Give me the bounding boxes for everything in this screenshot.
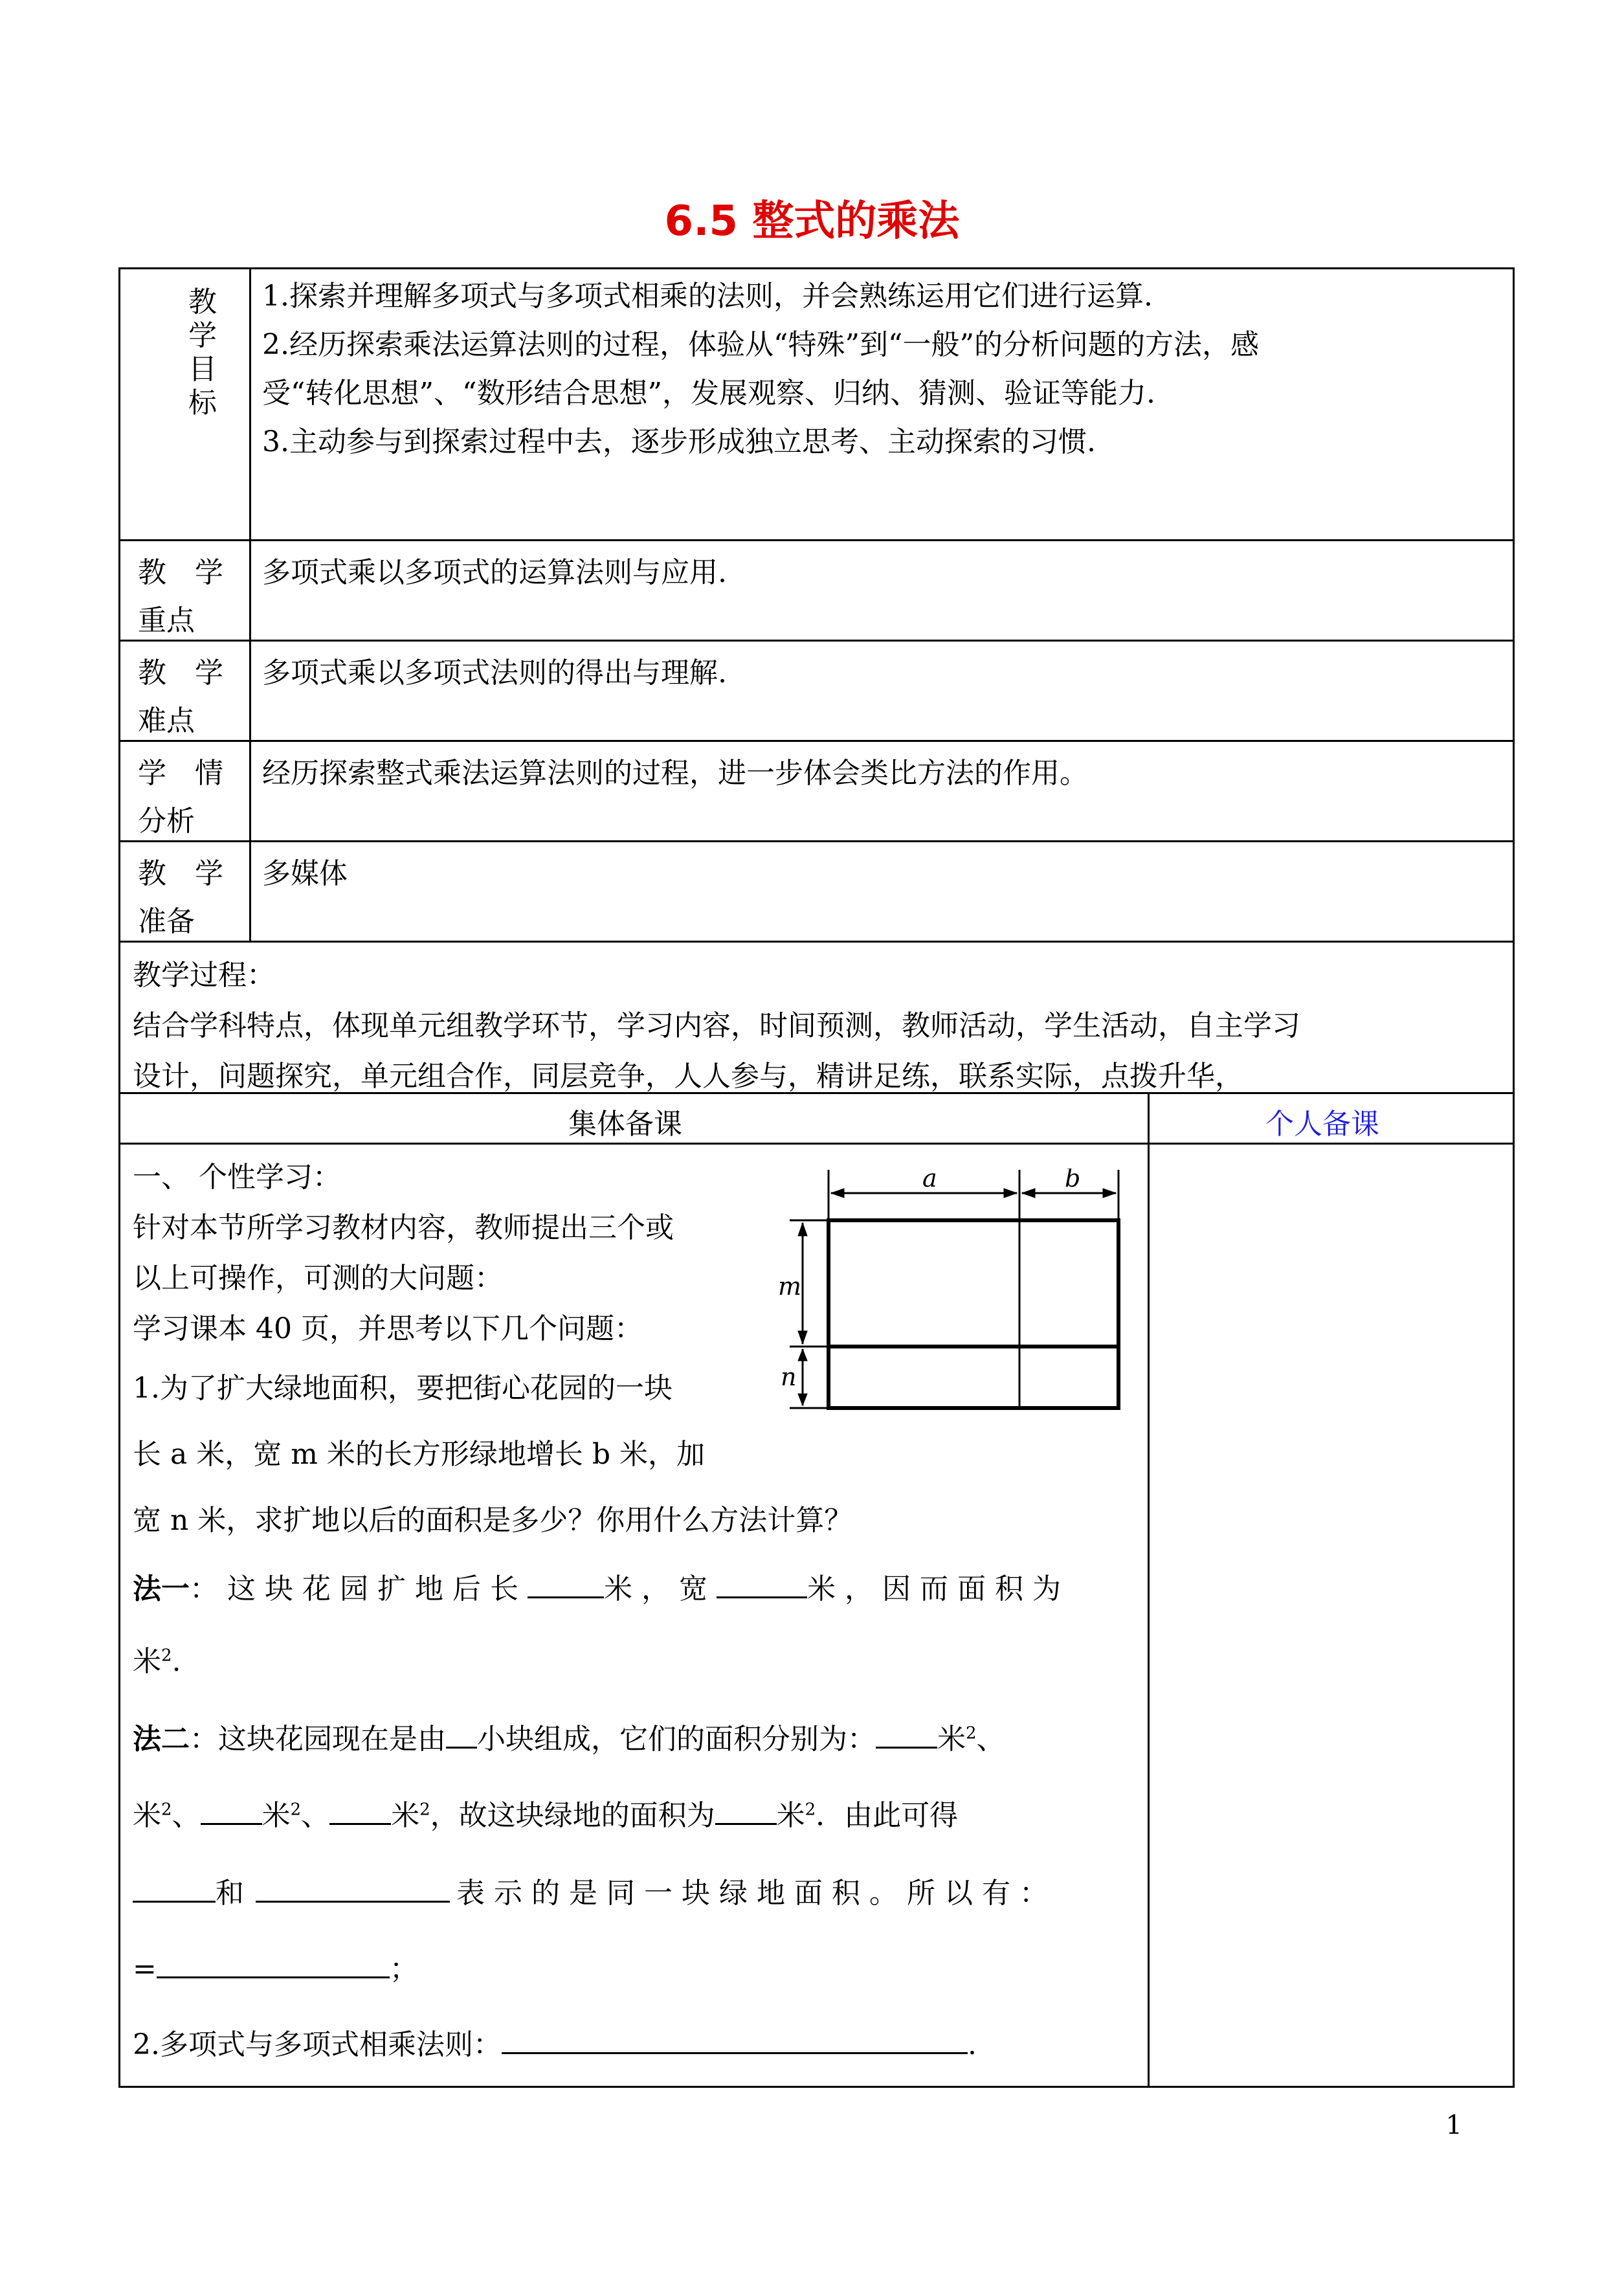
preparation-label-1: 教 学 (138, 857, 223, 890)
difficulties-content: 多项式乘以多项式法则的得出与理解. (262, 656, 727, 689)
process-line-1: 结合学科特点，体现单元组教学环节，学习内容，时间预测，教师活动，学生活动，自主学习 (133, 1009, 1300, 1042)
process-heading: 教学过程： (133, 959, 275, 992)
question-2: 2.多项式与多项式相乘法则： . (133, 2028, 977, 2061)
difficulties-label-2: 难点 (138, 704, 195, 737)
group-prep-header: 集体备课 (568, 1108, 682, 1141)
analysis-content: 经历探索整式乘法运算法则的过程，进一步体会类比方法的作用。 (262, 757, 1088, 790)
section-heading: 一、 个性学习： (133, 1161, 341, 1194)
method-2-line: 法二：这块花园现在是由 小块组成，它们的面积分别为： 米$^2$、 (133, 1723, 1005, 1756)
diagram-label-n: n (781, 1363, 797, 1391)
key-points-content: 多项式乘以多项式的运算法则与应用. (262, 556, 727, 589)
difficulties-label-1: 教 学 (138, 656, 223, 689)
analysis-label-1: 学 情 (138, 757, 223, 790)
intro-line-1: 针对本节所学习教材内容，教师提出三个或 (133, 1211, 674, 1244)
page-number: 1 (1445, 2110, 1462, 2140)
question-1-line-1: 1.为了扩大绿地面积，要把街心花园的一块 (133, 1372, 673, 1405)
key-points-label-2: 重点 (138, 604, 195, 637)
intro-line-3: 学习课本 40 页，并思考以下几个问题： (133, 1312, 643, 1345)
personal-prep-header: 个人备课 (1265, 1108, 1379, 1141)
method-1-unit: 米$^2$. (133, 1645, 181, 1678)
method-1-line: 法一：这块花园扩地后长 米，宽 米，因而面积为 (133, 1572, 1070, 1605)
diagram-label-m: m (778, 1272, 802, 1301)
page-title: 6.5 整式的乘法 (664, 197, 960, 245)
question-1-line-2: 长 a 米，宽 m 米的长方形绿地增长 b 米，加 (133, 1438, 706, 1471)
garden-diagram (777, 1169, 1139, 1421)
diagram-label-b: b (1065, 1169, 1081, 1192)
analysis-label-2: 分析 (138, 805, 195, 838)
preparation-label-2: 准备 (138, 905, 195, 938)
equation-line: = ； (133, 1952, 418, 1985)
question-1-line-3: 宽 n 米，求扩地以后的面积是多少？你用什么方法计算？ (133, 1504, 853, 1537)
intro-line-2: 以上可操作，可测的大问题： (133, 1262, 503, 1295)
preparation-content: 多媒体 (262, 857, 348, 890)
diagram-label-a: a (922, 1169, 937, 1192)
process-line-2: 设计，问题探究，单元组合作，同层竞争，人人参与，精讲足练，联系实际，点拨升华， (133, 1060, 1243, 1093)
key-points-label-1: 教 学 (138, 556, 223, 589)
method-2-areas: 米$^2$、 米$^2$、 米$^2$，故这块绿地的面积为 米$^2$．由此可得 (133, 1799, 959, 1832)
method-2-conclusion: 和 表示的是同一块绿地面积。所以有： (133, 1870, 1136, 1911)
